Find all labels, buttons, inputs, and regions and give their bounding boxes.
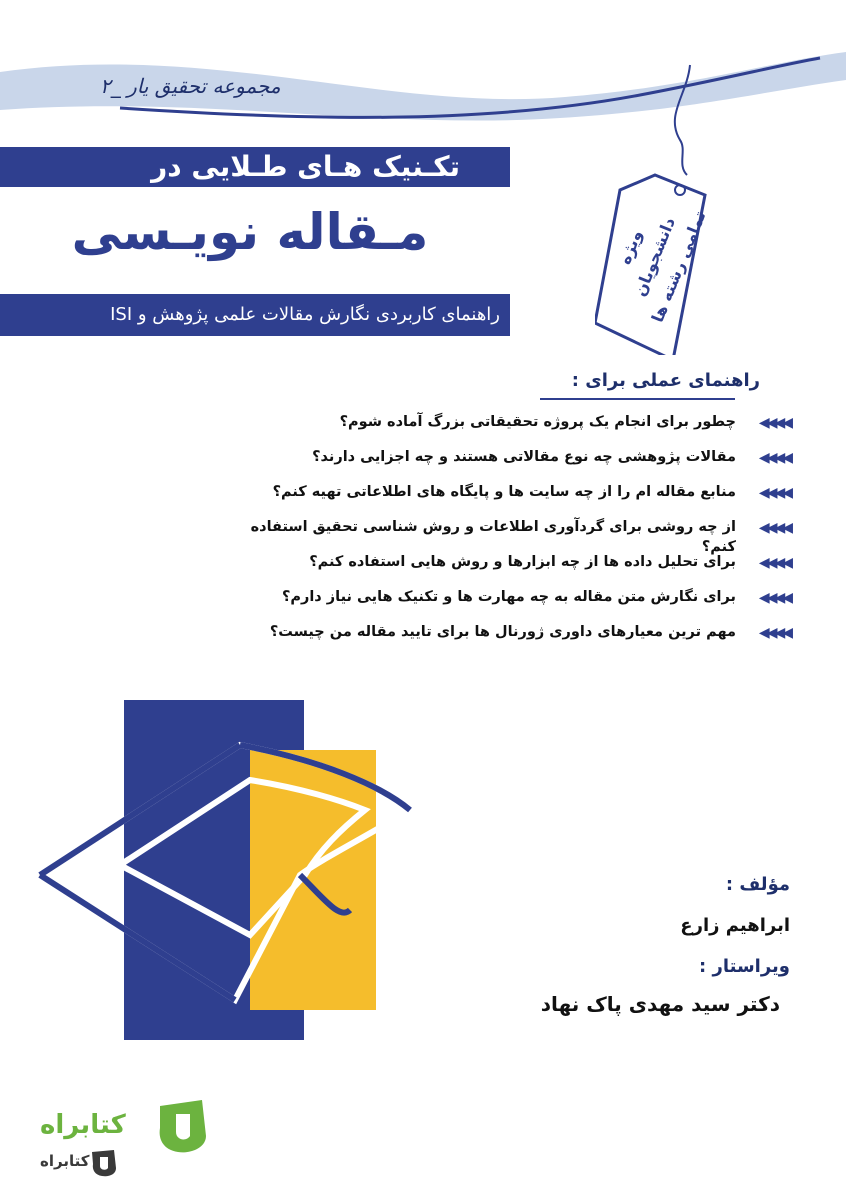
question-list — [230, 412, 790, 657]
triple-arrow-icon: ◀◀◀◀ — [758, 450, 790, 466]
question-text: برای نگارش متن مقاله به چه مهارت ها و تکنیک هایی نیاز دارم؟ — [281, 589, 736, 605]
question-text: برای تحلیل داده ها از چه ابزارها و روش هایی استفاده کنم؟ — [309, 554, 736, 570]
question-text: منابع مقاله ام را از چه سایت ها و پایگاه های اطلاعاتی تهیه کنم؟ — [272, 484, 736, 500]
list-item — [230, 412, 790, 447]
list-item — [230, 482, 790, 517]
triple-arrow-icon: ◀◀◀◀ — [758, 625, 790, 641]
book-title-line1: تکـنیک هـای طـلایی در — [151, 150, 460, 183]
brand-small-text: کتابراه — [40, 1152, 90, 1170]
brand-logo-text: کتابراه — [40, 1110, 126, 1140]
book-subtitle: راهنمای کاربردی نگارش مقالات علمی پژوهش و ISI — [110, 304, 500, 325]
ketabrah-logo-icon — [150, 1096, 210, 1156]
open-book-illustration — [20, 700, 430, 1045]
editor-name: دکتر سید مهدی پاک نهاد — [540, 992, 780, 1016]
question-text: چطور برای انجام یک پروژه تحقیقاتی بزرگ آماده شوم؟ — [339, 414, 736, 430]
list-item — [230, 622, 790, 657]
list-item — [230, 587, 790, 622]
guide-underline — [540, 398, 735, 400]
list-item — [230, 447, 790, 482]
triple-arrow-icon: ◀◀◀◀ — [758, 520, 790, 536]
list-item — [230, 552, 790, 587]
question-text: از چه روشی برای گردآوری اطلاعات و روش شناسی تحقیق استفاده کنم؟ — [250, 519, 736, 555]
series-label: مجموعه تحقیق یار _۲ — [100, 74, 281, 98]
triple-arrow-icon: ◀◀◀◀ — [758, 590, 790, 606]
ketabrah-small-icon — [88, 1148, 118, 1178]
question-text: مهم ترین معیارهای داوری ژورنال ها برای تایید مقاله من چیست؟ — [269, 624, 736, 640]
triple-arrow-icon: ◀◀◀◀ — [758, 555, 790, 571]
triple-arrow-icon: ◀◀◀◀ — [758, 415, 790, 431]
author-name: ابراهیم زارع — [680, 915, 790, 936]
list-item — [230, 517, 790, 555]
author-label: مؤلف : — [725, 874, 790, 895]
editor-label: ویراستار : — [699, 956, 790, 977]
guide-heading: راهنمای عملی برای : — [571, 370, 760, 391]
question-text: مقالات پژوهشی چه نوع مقالاتی هستند و چه اجزایی دارند؟ — [312, 449, 736, 465]
audience-tag: ویژه دانشجویان تمامی رشته ها — [614, 208, 710, 325]
triple-arrow-icon: ◀◀◀◀ — [758, 485, 790, 501]
book-title-line2: مـقاله نویـسی — [71, 203, 429, 261]
